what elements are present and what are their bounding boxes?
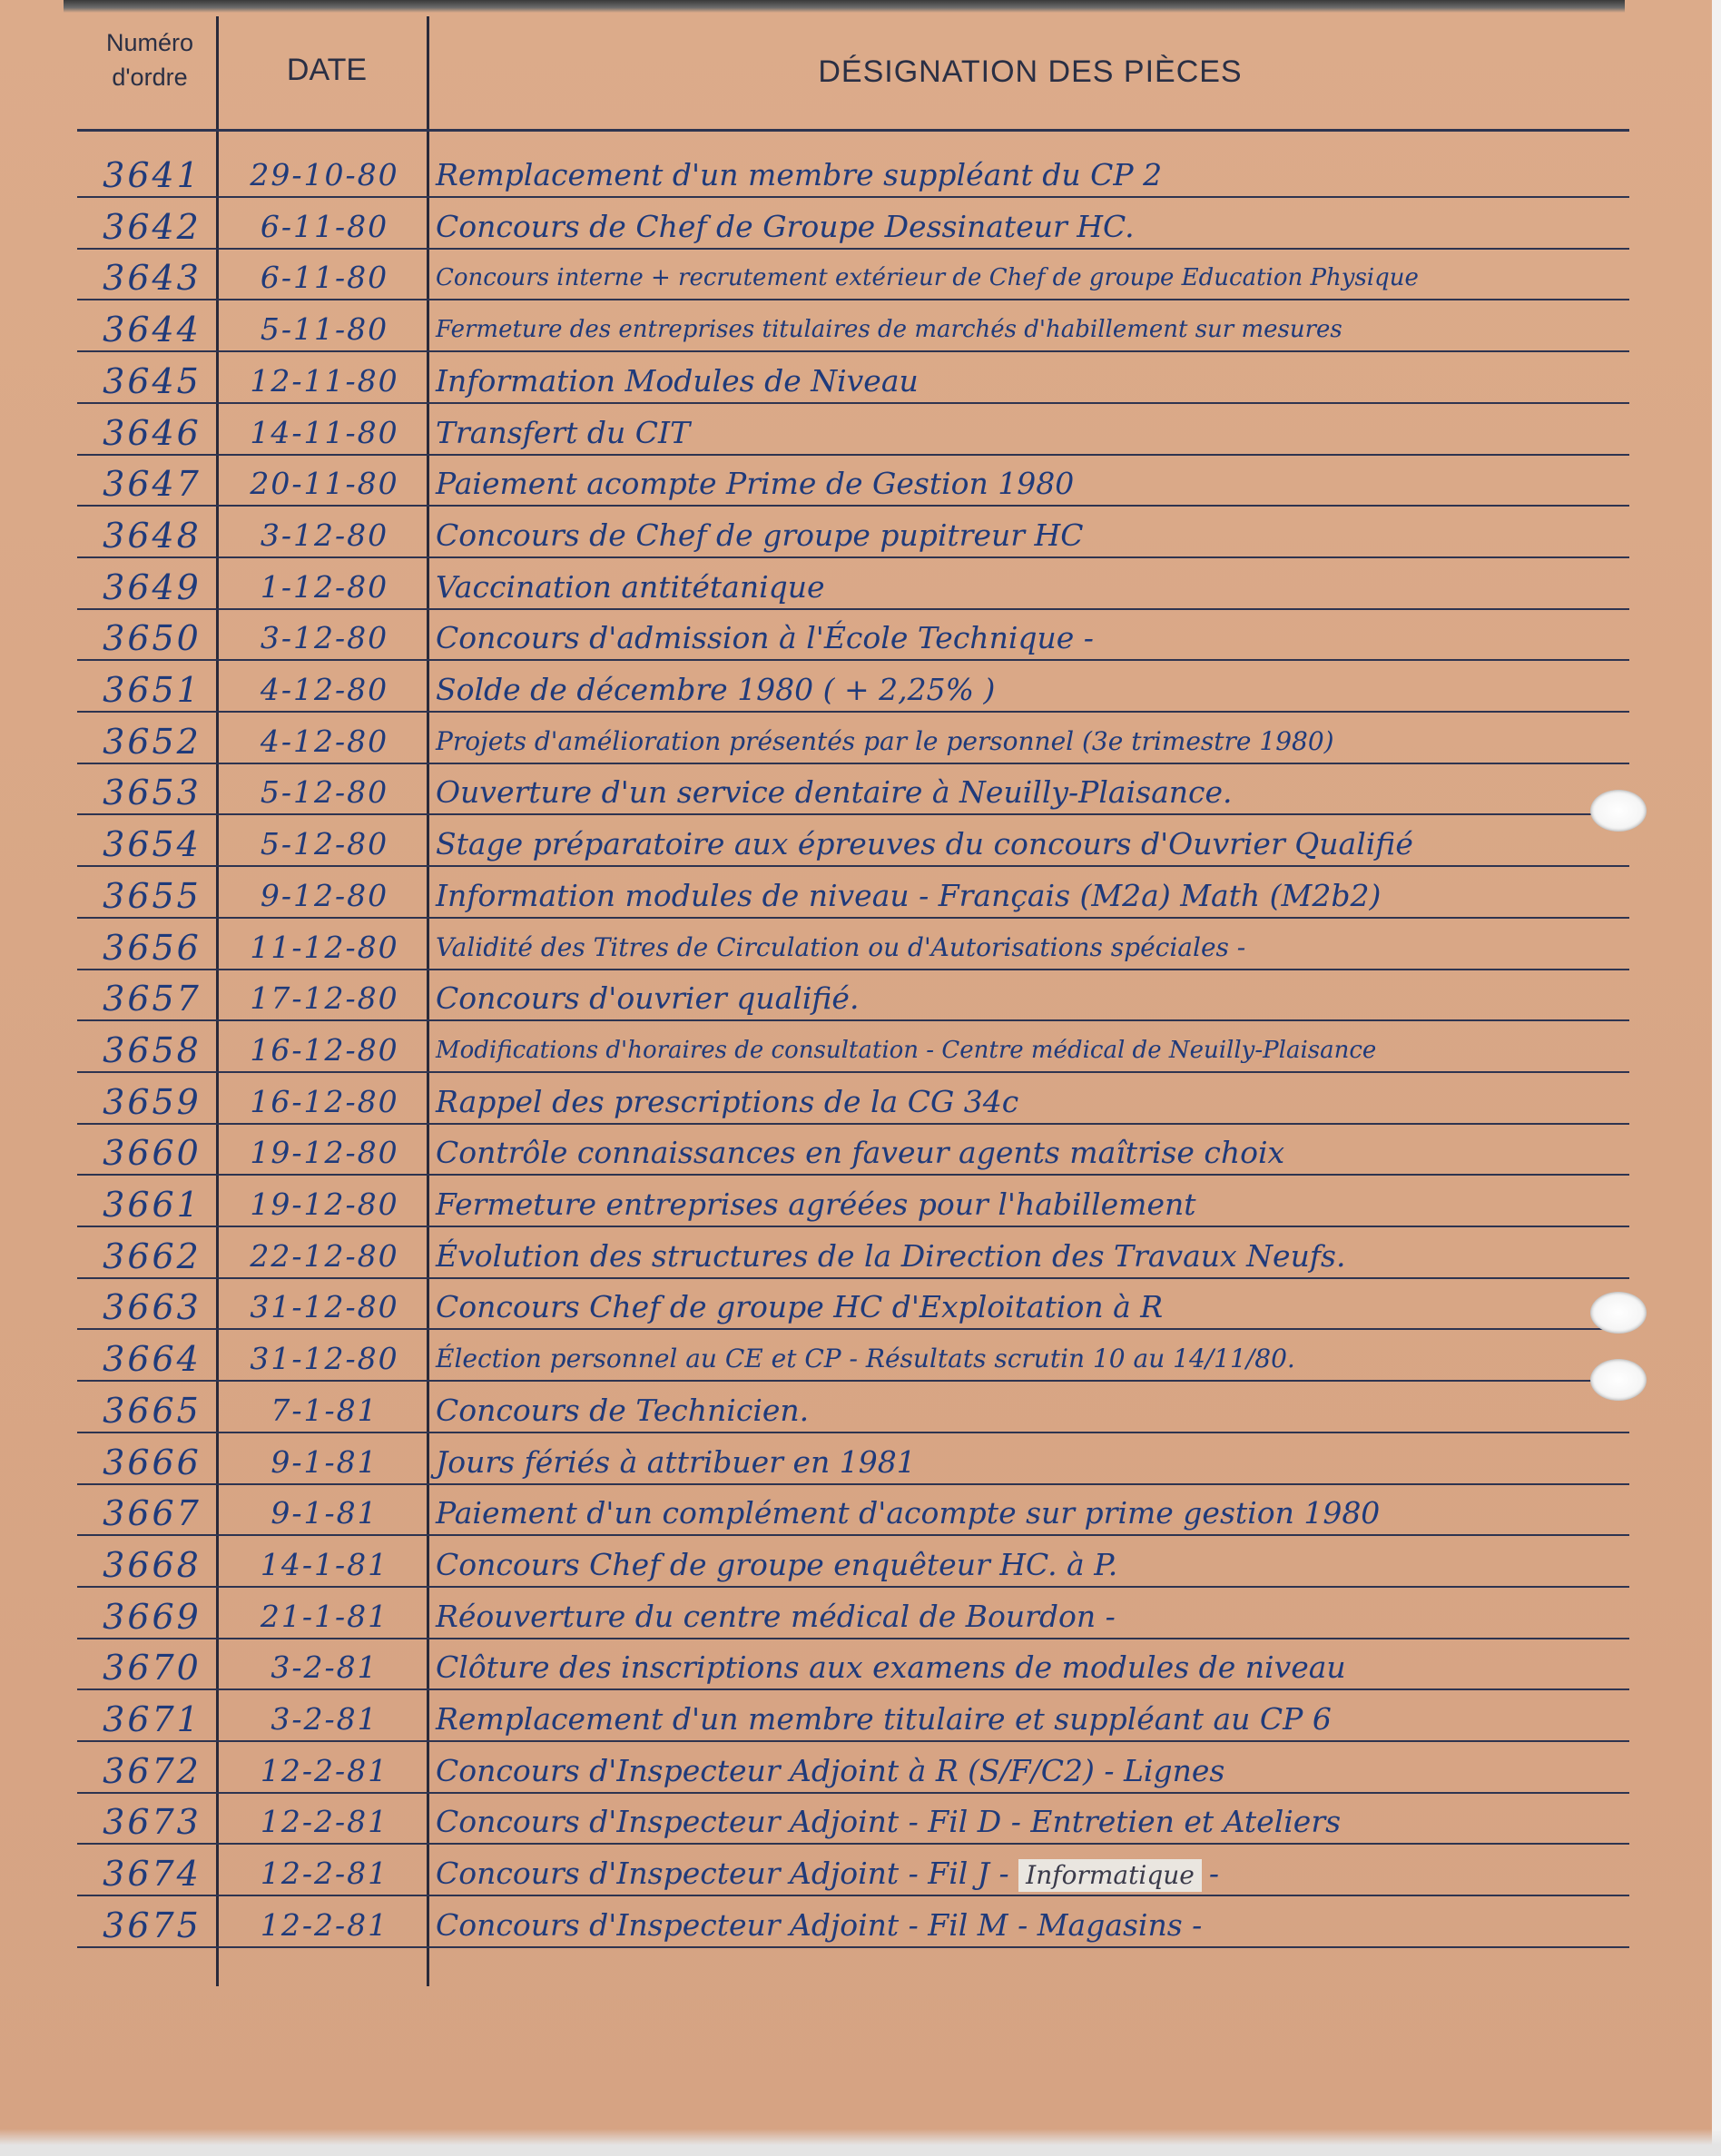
row-designation <box>436 822 1670 867</box>
row-rule <box>77 350 1629 352</box>
row-designation <box>436 1440 1670 1485</box>
row-designation <box>436 1028 1670 1073</box>
row-designation-text: Concours d'Inspecteur Adjoint - Fil D - Entretien et Ateliers <box>436 1804 1342 1840</box>
row-rule <box>77 1843 1629 1845</box>
row-designation <box>436 153 1670 198</box>
row-date: 17-12-80 <box>250 980 399 1017</box>
row-rule <box>77 1483 1629 1485</box>
row-date: 3-12-80 <box>260 620 389 656</box>
row-date: 6-11-80 <box>260 208 389 244</box>
row-rule <box>77 1174 1629 1176</box>
row-rule <box>77 1638 1629 1639</box>
row-designation <box>436 1697 1670 1742</box>
row-rule <box>77 659 1629 661</box>
row-designation-text: Fermeture des entreprises titulaires de marchés d'habillement sur mesures <box>436 316 1342 344</box>
row-rule <box>77 299 1629 300</box>
correction-patch: Informatique <box>1018 1859 1202 1892</box>
row-rule <box>77 917 1629 919</box>
row-designation-suffix: - <box>1208 1856 1220 1892</box>
row-number: 3675 <box>103 1905 202 1945</box>
row-designation-text: Concours de Technicien. <box>436 1392 810 1428</box>
row-designation-text: Réouverture du centre médical de Bourdon - <box>436 1598 1116 1634</box>
row-designation <box>436 565 1670 610</box>
row-designation <box>436 719 1670 764</box>
row-designation-text: Paiement acompte Prime de Gestion 1980 <box>436 466 1075 502</box>
row-number: 3661 <box>103 1185 202 1225</box>
row-rule <box>77 1071 1629 1073</box>
column-rule-date <box>427 16 429 1986</box>
row-date: 12-2-81 <box>260 1856 389 1892</box>
row-rule <box>77 1895 1629 1896</box>
row-number: 3658 <box>103 1029 202 1070</box>
row-date: 9-1-81 <box>270 1443 379 1480</box>
row-designation <box>436 513 1670 558</box>
row-number: 3671 <box>103 1699 202 1739</box>
row-rule <box>77 711 1629 713</box>
row-date: 4-12-80 <box>260 723 389 759</box>
row-rule <box>77 608 1629 610</box>
row-number: 3660 <box>103 1133 202 1174</box>
row-date: 9-12-80 <box>260 877 389 913</box>
row-designation-text: Transfert du CIT <box>436 414 691 450</box>
row-date: 22-12-80 <box>250 1237 399 1274</box>
row-designation <box>436 925 1670 970</box>
row-number: 3647 <box>103 464 202 505</box>
row-designation <box>436 873 1670 919</box>
row-designation <box>436 1388 1670 1433</box>
row-designation <box>436 1851 1670 1896</box>
row-designation-text: Ouverture d'un service dentaire à Neuilly-Plaisance. <box>436 774 1233 811</box>
header-date: DATE <box>286 53 368 87</box>
row-number: 3642 <box>103 206 202 247</box>
page-bottom-edge <box>0 2129 1721 2156</box>
row-designation <box>436 1285 1670 1330</box>
row-designation <box>436 1594 1670 1639</box>
row-designation <box>436 359 1670 404</box>
row-date: 12-11-80 <box>250 362 399 399</box>
row-date: 14-1-81 <box>260 1546 389 1582</box>
row-date: 31-12-80 <box>250 1341 399 1377</box>
row-date: 3-12-80 <box>260 517 389 553</box>
row-designation-text: Modifications d'horaires de consultation - Centre médical de Neuilly-Plaisance <box>436 1036 1377 1064</box>
row-date: 31-12-80 <box>250 1289 399 1325</box>
row-date: 3-2-81 <box>270 1701 379 1737</box>
row-number: 3655 <box>103 875 202 916</box>
row-designation-text: Remplacement d'un membre titulaire et suppléant au CP 6 <box>436 1701 1332 1737</box>
row-designation-text: Concours de Chef de Groupe Dessinateur HC. <box>436 208 1135 244</box>
row-date: 21-1-81 <box>260 1598 389 1634</box>
row-date: 16-12-80 <box>250 1083 399 1119</box>
row-date: 20-11-80 <box>250 466 399 502</box>
row-designation <box>436 1336 1670 1382</box>
row-number: 3645 <box>103 360 202 401</box>
row-date: 19-12-80 <box>250 1186 399 1222</box>
row-date: 1-12-80 <box>260 568 389 605</box>
row-designation <box>436 1645 1670 1690</box>
row-rule <box>77 1328 1629 1330</box>
row-designation-text: Concours d'Inspecteur Adjoint - Fil J - <box>436 1856 1009 1892</box>
header-rule <box>77 129 1629 132</box>
row-designation-text: Validité des Titres de Circulation ou d'Autorisations spéciales - <box>436 931 1246 962</box>
row-number: 3651 <box>103 670 202 710</box>
row-date: 29-10-80 <box>250 157 399 192</box>
row-designation <box>436 307 1670 352</box>
row-designation-text: Évolution des structures de la Direction des Travaux Neufs. <box>436 1237 1346 1274</box>
row-date: 11-12-80 <box>250 929 399 965</box>
row-number: 3668 <box>103 1544 202 1585</box>
row-designation-text: Vaccination antitétanique <box>436 568 825 605</box>
row-number: 3670 <box>103 1648 202 1688</box>
row-number: 3674 <box>103 1854 202 1895</box>
row-rule <box>77 454 1629 456</box>
row-designation-text: Concours de Chef de groupe pupitreur HC <box>436 517 1084 553</box>
row-number: 3666 <box>103 1442 202 1482</box>
row-designation-text: Concours d'ouvrier qualifié. <box>436 980 860 1017</box>
row-designation <box>436 255 1670 300</box>
row-rule <box>77 556 1629 558</box>
row-date: 19-12-80 <box>250 1135 399 1171</box>
row-date: 12-2-81 <box>260 1906 389 1943</box>
row-rule <box>77 1586 1629 1588</box>
row-number: 3665 <box>103 1390 202 1431</box>
row-number: 3657 <box>103 979 202 1019</box>
row-designation-text: Élection personnel au CE et CP - Résultats scrutin 10 au 14/11/80. <box>436 1344 1295 1374</box>
row-designation-text: Paiement d'un complément d'acompte sur prime gestion 1980 <box>436 1495 1381 1531</box>
row-date: 9-1-81 <box>270 1495 379 1531</box>
row-designation-text: Concours d'admission à l'École Technique - <box>436 620 1094 656</box>
row-rule <box>77 1380 1629 1382</box>
row-designation-text: Information modules de niveau - Français (M2a) Math (M2b2) <box>436 877 1382 913</box>
row-number: 3662 <box>103 1236 202 1276</box>
row-designation-text: Jours fériés à attribuer en 1981 <box>436 1443 916 1480</box>
row-number: 3652 <box>103 721 202 762</box>
row-rule <box>77 248 1629 250</box>
row-rule <box>77 196 1629 198</box>
row-designation <box>436 1182 1670 1227</box>
row-rule <box>77 1277 1629 1279</box>
row-number: 3646 <box>103 412 202 453</box>
row-designation <box>436 1903 1670 1948</box>
row-date: 12-2-81 <box>260 1804 389 1840</box>
page-top-edge <box>64 0 1625 13</box>
row-designation <box>436 1491 1670 1536</box>
row-designation <box>436 1130 1670 1176</box>
row-rule <box>77 1226 1629 1227</box>
row-date: 4-12-80 <box>260 672 389 707</box>
row-number: 3649 <box>103 566 202 607</box>
column-rule-num <box>216 16 219 1986</box>
row-date: 5-11-80 <box>260 311 389 348</box>
row-date: 14-11-80 <box>250 414 399 450</box>
row-designation-text: Concours d'Inspecteur Adjoint à R (S/F/C2) - Lignes <box>436 1752 1225 1788</box>
row-designation <box>436 461 1670 507</box>
row-rule <box>77 505 1629 507</box>
row-designation-text: Projets d'amélioration présentés par le personnel (3e trimestre 1980) <box>436 725 1334 756</box>
row-designation-text: Concours Chef de groupe enquêteur HC. à P. <box>436 1546 1118 1582</box>
row-designation-text: Solde de décembre 1980 ( + 2,25% ) <box>436 672 996 707</box>
row-designation <box>436 1799 1670 1845</box>
row-designation-text: Fermeture entreprises agréées pour l'habillement <box>436 1186 1196 1222</box>
punch-hole <box>1590 1359 1647 1401</box>
row-designation <box>436 770 1670 815</box>
row-rule <box>77 763 1629 764</box>
page-right-edge <box>1712 0 1721 2156</box>
row-designation-text: Rappel des prescriptions de la CG 34c <box>436 1083 1019 1119</box>
header-num: Numéro d'ordre <box>105 29 194 91</box>
row-rule <box>77 969 1629 970</box>
row-date: 7-1-81 <box>270 1392 379 1428</box>
row-designation-text: Clôture des inscriptions aux examens de modules de niveau <box>436 1649 1346 1686</box>
row-number: 3664 <box>103 1339 202 1380</box>
row-rule <box>77 1534 1629 1536</box>
row-number: 3653 <box>103 773 202 813</box>
row-date: 5-12-80 <box>260 826 389 862</box>
row-rule <box>77 1123 1629 1125</box>
punch-hole <box>1590 1292 1647 1334</box>
row-designation-text: Remplacement d'un membre suppléant du CP 2 <box>436 157 1163 192</box>
row-date: 16-12-80 <box>250 1031 399 1068</box>
row-rule <box>77 1688 1629 1690</box>
row-designation-text: Concours interne + recrutement extérieur de Chef de groupe Education Physique <box>436 264 1419 292</box>
row-designation-text: Concours d'Inspecteur Adjoint - Fil M - Magasins - <box>436 1906 1203 1943</box>
row-number: 3650 <box>103 618 202 659</box>
row-number: 3659 <box>103 1081 202 1122</box>
punch-hole <box>1590 790 1647 832</box>
row-designation-text: Concours Chef de groupe HC d'Exploitation à R <box>436 1289 1164 1325</box>
row-designation <box>436 1748 1670 1794</box>
row-number: 3672 <box>103 1750 202 1791</box>
row-designation <box>436 1079 1670 1125</box>
row-designation-text: Stage préparatoire aux épreuves du concours d'Ouvrier Qualifié <box>436 826 1413 862</box>
row-rule <box>77 865 1629 867</box>
row-designation <box>436 1234 1670 1279</box>
row-designation <box>436 976 1670 1021</box>
row-number: 3656 <box>103 927 202 968</box>
row-number: 3648 <box>103 515 202 556</box>
row-number: 3643 <box>103 258 202 299</box>
row-date: 3-2-81 <box>270 1649 379 1686</box>
row-number: 3654 <box>103 824 202 865</box>
row-number: 3669 <box>103 1596 202 1637</box>
row-designation-text: Contrôle connaissances en faveur agents maîtrise choix <box>436 1135 1285 1171</box>
row-number: 3644 <box>103 310 202 350</box>
row-number: 3663 <box>103 1287 202 1328</box>
row-number: 3673 <box>103 1802 202 1843</box>
row-date: 5-12-80 <box>260 774 389 811</box>
row-designation <box>436 615 1670 661</box>
row-number: 3667 <box>103 1493 202 1534</box>
row-designation <box>436 667 1670 713</box>
row-rule <box>77 402 1629 404</box>
header-designation: DÉSIGNATION DES PIÈCES <box>818 54 1243 89</box>
row-designation <box>436 204 1670 250</box>
row-rule <box>77 1740 1629 1742</box>
row-rule <box>77 1792 1629 1794</box>
row-date: 6-11-80 <box>260 260 389 296</box>
row-designation-text: Information Modules de Niveau <box>436 362 919 399</box>
row-rule <box>77 1946 1629 1948</box>
row-designation <box>436 410 1670 456</box>
row-rule <box>77 813 1629 815</box>
row-number: 3641 <box>103 155 202 195</box>
row-date: 12-2-81 <box>260 1752 389 1788</box>
row-designation <box>436 1542 1670 1588</box>
row-rule <box>77 1432 1629 1433</box>
row-rule <box>77 1019 1629 1021</box>
